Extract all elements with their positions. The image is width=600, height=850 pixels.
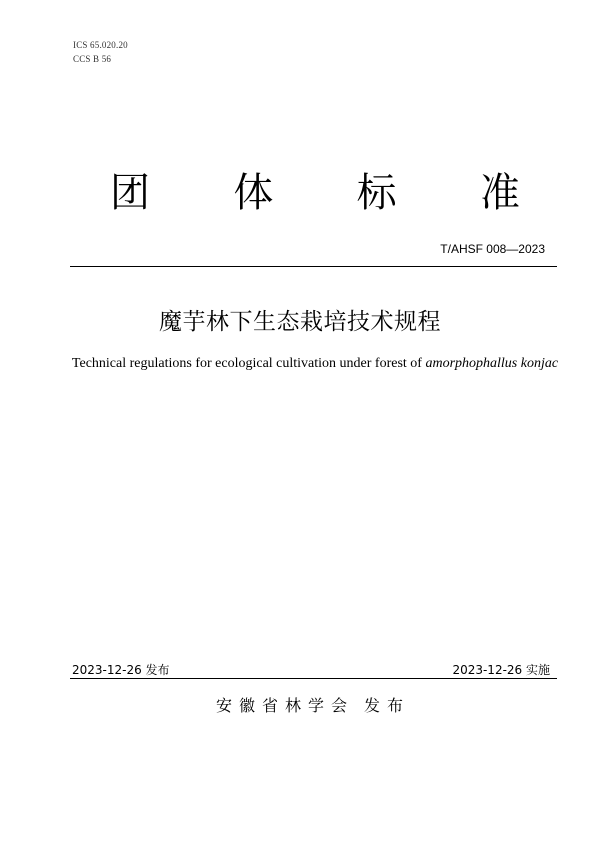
publisher-organization: 安徽省林学会	[215, 696, 354, 715]
title-char-2: 体	[233, 170, 274, 216]
document-type-title	[110, 168, 520, 218]
release-date: 2023-12-26 发布	[72, 663, 170, 677]
standard-number: T/AHSF 008—2023	[440, 242, 545, 256]
publisher-line	[0, 693, 600, 716]
bottom-divider	[70, 678, 557, 679]
top-divider	[70, 266, 557, 267]
species-name: amorphophallus konjac	[425, 356, 559, 371]
ccs-code: CCS B 56	[73, 54, 112, 64]
publisher-action: 发布	[364, 696, 411, 715]
english-title-text: Technical regulations for ecological cultivation under forest of	[71, 356, 426, 371]
ics-code: ICS 65.020.20	[73, 40, 128, 50]
title-char-1: 团	[110, 170, 150, 216]
title-char-4: 准	[479, 170, 520, 216]
title-char-3: 标	[356, 170, 397, 216]
english-title	[0, 356, 600, 372]
chinese-title: 魔芋林下生态栽培技术规程	[159, 309, 441, 335]
implementation-date: 2023-12-26 实施	[452, 663, 550, 677]
